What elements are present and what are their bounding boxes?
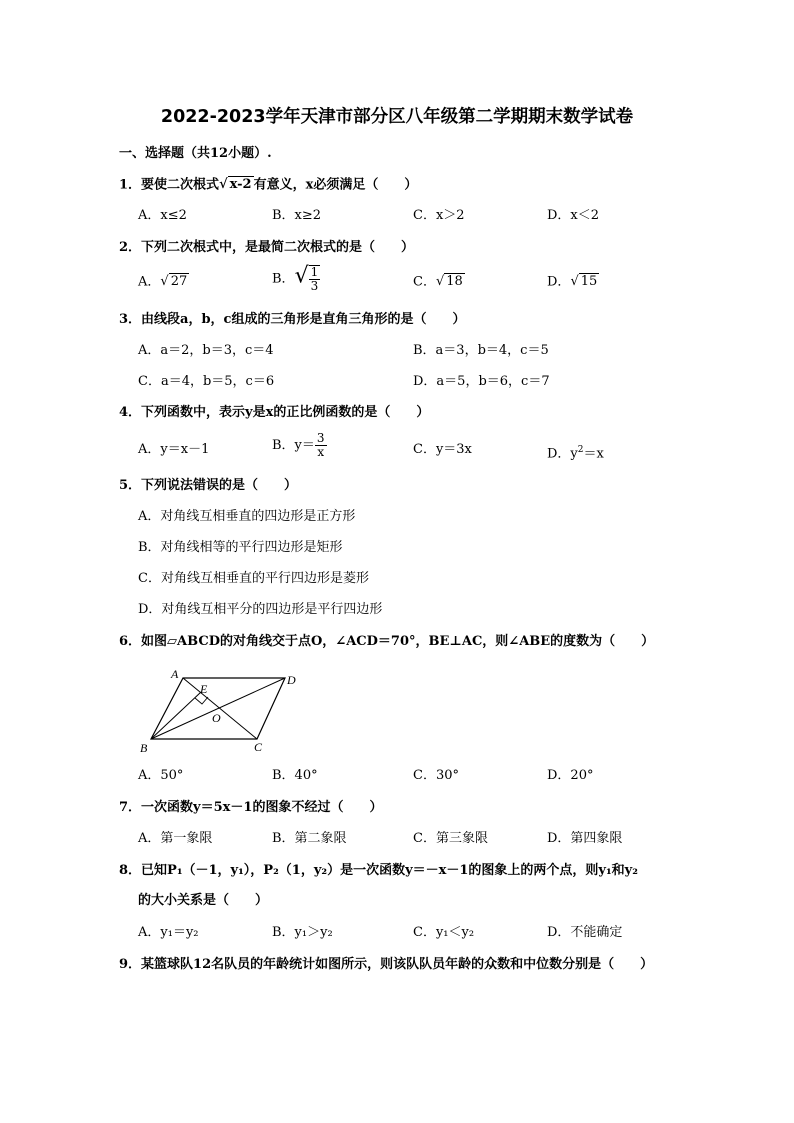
q2-b-label: B． bbox=[272, 271, 295, 287]
q2-number: 2． bbox=[119, 240, 142, 255]
q8-option-d[interactable]: D．不能确定 bbox=[547, 925, 623, 940]
q3-number: 3． bbox=[119, 312, 142, 327]
q2-b-sqrt: √ $\frac{1}{3}$ bbox=[294, 263, 319, 293]
q2-d-label: D． bbox=[547, 274, 571, 290]
q9-number: 9． bbox=[119, 957, 142, 972]
q6-option-a[interactable]: A．50° bbox=[138, 768, 184, 783]
q3-text: 由线段a，b，c组成的三角形是直角三角形的是（ ） bbox=[141, 312, 466, 327]
q7-option-c[interactable]: C．第三象限 bbox=[413, 831, 488, 846]
q4-option-a[interactable]: A．y＝x－1 bbox=[138, 442, 210, 457]
q6-number: 6． bbox=[119, 634, 142, 649]
q5-text: 下列说法错误的是（ ） bbox=[141, 478, 298, 493]
q4-b-fraction bbox=[315, 432, 327, 459]
q7-number: 7． bbox=[119, 800, 142, 815]
question-3 bbox=[119, 310, 465, 330]
q2-d-radicand: 15 bbox=[580, 274, 598, 289]
q6-option-b[interactable]: B．40° bbox=[272, 768, 318, 783]
q3-option-d[interactable]: D．a＝5，b＝6，c＝7 bbox=[413, 374, 550, 389]
q2-c-radicand: 18 bbox=[446, 274, 463, 289]
q6-option-d[interactable]: D．20° bbox=[547, 768, 594, 783]
q4-b-denominator: x bbox=[317, 445, 325, 459]
segment-be bbox=[151, 692, 201, 739]
q2-a-radicand: 27 bbox=[170, 274, 188, 289]
q8-option-a[interactable]: A．y₁＝y₂ bbox=[138, 925, 199, 940]
q1-option-d[interactable]: D．x＜2 bbox=[547, 208, 600, 223]
q1-radicand: x-2 bbox=[229, 177, 252, 192]
q2-a-sqrt: √ 27 bbox=[160, 274, 188, 289]
q1-number: 1． bbox=[119, 177, 142, 193]
q2-option-b[interactable] bbox=[272, 265, 320, 293]
q8-option-c[interactable]: C．y₁＜y₂ bbox=[413, 925, 475, 940]
q8-option-b[interactable]: B．y₁＞y₂ bbox=[272, 925, 333, 940]
q5-option-d[interactable]: D．对角线互相平分的四边形是平行四边形 bbox=[138, 602, 383, 617]
question-7 bbox=[119, 798, 382, 818]
diagonal-bd bbox=[151, 678, 285, 739]
q4-option-d[interactable] bbox=[547, 440, 604, 464]
q2-option-d[interactable] bbox=[547, 272, 599, 293]
label-e: E bbox=[200, 682, 208, 696]
q4-b-numerator: 3 bbox=[316, 431, 325, 445]
question-8 bbox=[119, 861, 638, 881]
question-9 bbox=[119, 955, 653, 975]
q2-c-sqrt: √ 18 bbox=[435, 274, 463, 289]
q4-text: 下列函数中，表示y是x的正比例函数的是（ ） bbox=[141, 405, 430, 420]
q1-option-c[interactable]: C．x＞2 bbox=[413, 208, 465, 223]
q4-d-superscript: 2 bbox=[577, 445, 584, 455]
label-c: C bbox=[254, 740, 263, 754]
q3-option-c[interactable]: C．a＝4，b＝5，c＝6 bbox=[138, 374, 275, 389]
question-6 bbox=[119, 632, 654, 652]
right-angle-mark bbox=[195, 697, 208, 704]
q4-b-label: B．y＝ bbox=[272, 438, 315, 453]
q8-text: 已知P₁（－1，y₁），P₂（1，y₂）是一次函数y＝－x－1的图象上的两个点，则y₁和y₂ bbox=[141, 863, 638, 878]
q2-option-c[interactable] bbox=[413, 272, 465, 293]
q1-option-b[interactable]: B．x≥2 bbox=[272, 208, 322, 223]
q8-text-line2: 的大小关系是（ ） bbox=[138, 893, 269, 908]
label-d: D bbox=[287, 673, 296, 687]
q5-number: 5． bbox=[119, 478, 142, 493]
parallelogram-figure bbox=[135, 664, 310, 756]
q2-b-fraction bbox=[309, 265, 321, 293]
q5-option-c[interactable]: C．对角线互相垂直的平行四边形是菱形 bbox=[138, 571, 369, 586]
label-o: O bbox=[212, 711, 221, 725]
q4-number: 4． bbox=[119, 405, 142, 420]
q4-option-b[interactable] bbox=[272, 432, 327, 459]
q7-option-b[interactable]: B．第二象限 bbox=[272, 831, 347, 846]
q2-b-numerator: 1 bbox=[310, 265, 319, 279]
q2-a-label: A． bbox=[138, 274, 161, 290]
q2-d-sqrt: √ 15 bbox=[570, 274, 598, 289]
q4-d-label: D．y bbox=[547, 446, 578, 462]
q5-option-b[interactable]: B．对角线相等的平行四边形是矩形 bbox=[138, 540, 343, 555]
q7-text: 一次函数y＝5x－1的图象不经过（ ） bbox=[141, 800, 383, 815]
q6-option-c[interactable]: C．30° bbox=[413, 768, 459, 783]
q7-option-d[interactable]: D．第四象限 bbox=[547, 831, 623, 846]
q9-text: 某篮球队12名队员的年龄统计如图所示，则该队队员年龄的众数和中位数分别是（ ） bbox=[141, 957, 654, 972]
question-1 bbox=[119, 175, 417, 196]
question-2 bbox=[119, 238, 414, 258]
q7-option-a[interactable]: A．第一象限 bbox=[138, 831, 213, 846]
diagonal-ac bbox=[183, 678, 257, 739]
q1-sqrt: √ x-2 bbox=[219, 177, 252, 192]
page-title: 2022-2023学年天津市部分区八年级第二学期期末数学试卷 bbox=[160, 107, 634, 127]
label-a: A bbox=[171, 667, 179, 681]
q2-b-denominator: 3 bbox=[310, 279, 319, 293]
q2-option-a[interactable] bbox=[138, 272, 189, 293]
question-5 bbox=[119, 476, 297, 496]
q2-c-label: C． bbox=[413, 274, 436, 290]
label-b: B bbox=[140, 741, 148, 755]
q3-option-a[interactable]: A．a＝2，b＝3，c＝4 bbox=[138, 343, 274, 358]
q4-d-post: ＝x bbox=[583, 446, 604, 462]
section-heading: 一、选择题（共12小题）. bbox=[119, 146, 272, 161]
q1-text-post: 有意义，x必须满足（ ） bbox=[253, 177, 418, 193]
q1-text-pre: 要使二次根式 bbox=[141, 177, 220, 193]
q5-option-a[interactable]: A．对角线互相垂直的四边形是正方形 bbox=[138, 509, 356, 524]
q4-option-c[interactable]: C．y＝3x bbox=[413, 442, 472, 457]
q8-number: 8． bbox=[119, 863, 142, 878]
q6-text: 如图▱ABCD的对角线交于点O，∠ACD＝70°，BE⊥AC，则∠ABE的度数为（ ） bbox=[141, 634, 655, 649]
q1-option-a[interactable]: A．x≤2 bbox=[138, 208, 187, 223]
q3-option-b[interactable]: B．a＝3，b＝4，c＝5 bbox=[413, 343, 549, 358]
q2-text: 下列二次根式中，是最简二次根式的是（ ） bbox=[141, 240, 415, 255]
question-4 bbox=[119, 403, 429, 423]
